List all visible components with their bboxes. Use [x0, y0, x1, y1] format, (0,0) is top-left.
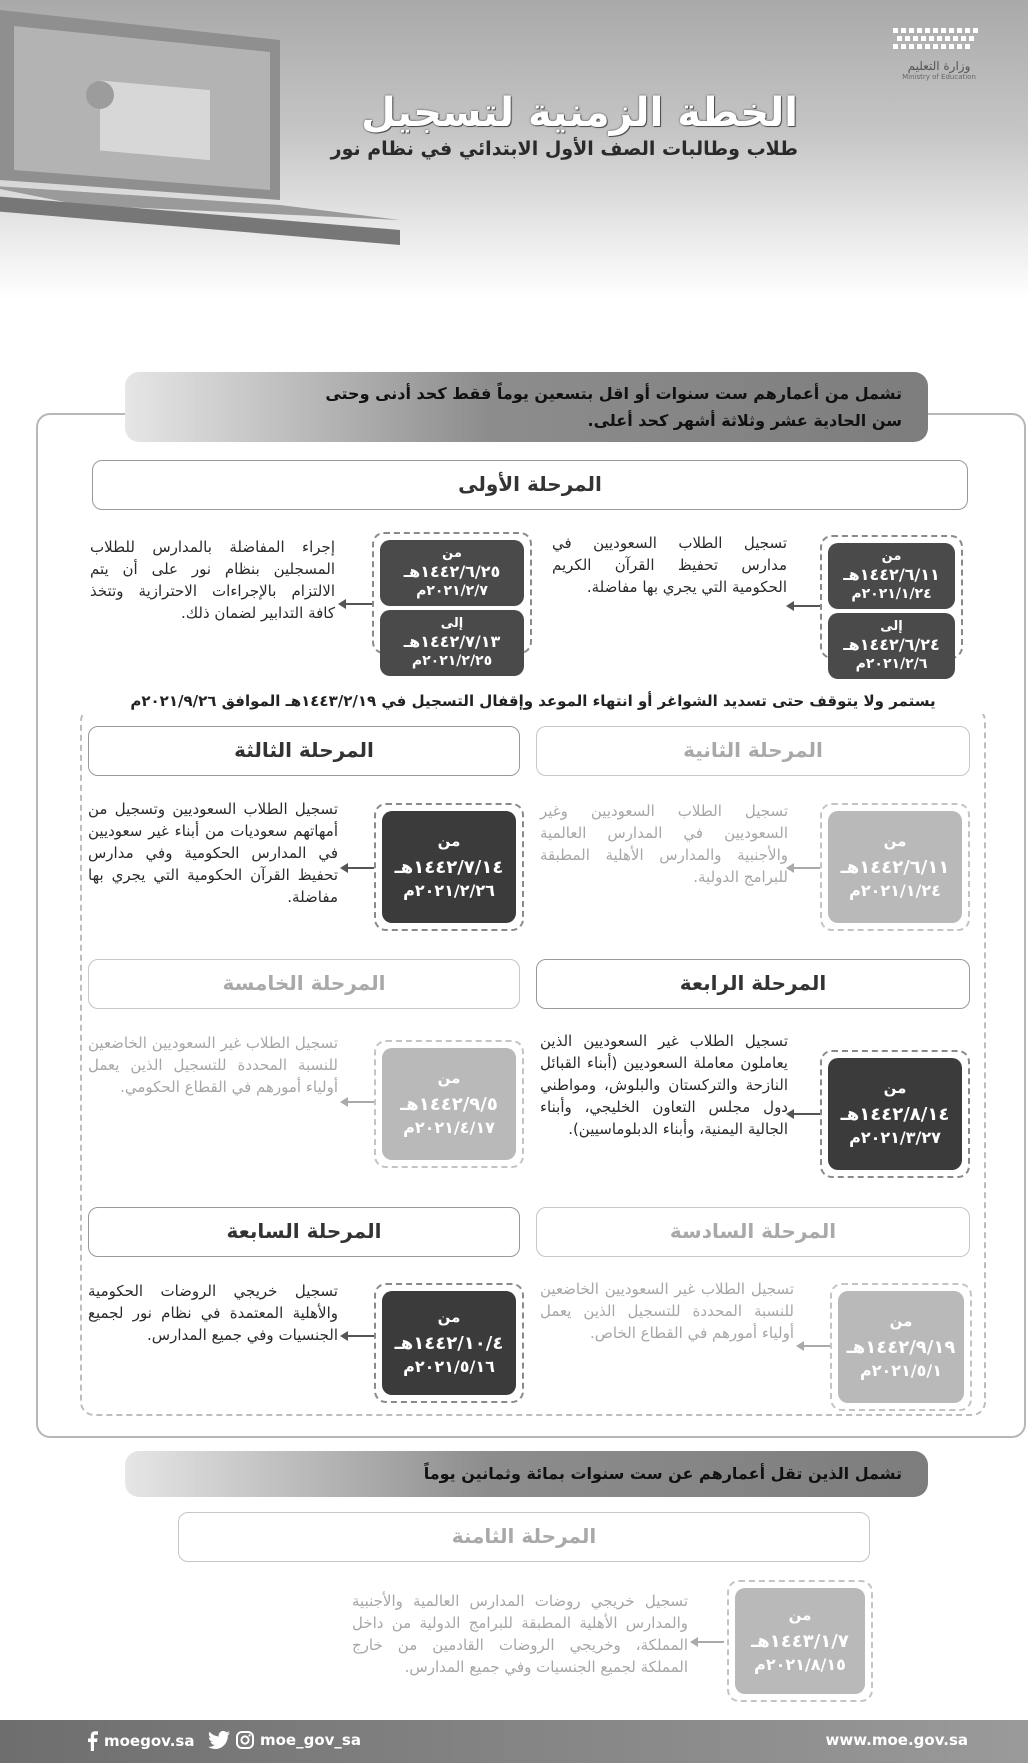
stage7-title: المرحلة السابعة: [88, 1207, 520, 1257]
stage7-date-box: [382, 1291, 516, 1395]
stage1-date-b-to: [380, 610, 524, 676]
stage1-date-a: [820, 535, 963, 672]
from-label: من: [883, 1079, 907, 1097]
arrow-left-icon: [796, 1340, 830, 1352]
logo-dots-icon: [893, 26, 985, 52]
arrow-left-icon: [338, 598, 372, 610]
stage7-description: تسجيل خريجي الروضات الحكومية والأهلية المعتمدة في نظام نور لجميع الجنسيات وفي جميع المدارس.: [88, 1282, 338, 1344]
stage8-description: تسجيل خريجي روضات المدارس العالمية والأجنبية والمدارس الأهلية المطبقة للبرامج الدولية من داخل المملكة، وخريجي الروضات القادمين من خارج المملكة لجميع الجنسيات وفي جميع المدارس.: [352, 1592, 688, 1676]
stage1-title: المرحلة الأولى: [92, 460, 968, 510]
stage3-date-box: [382, 811, 516, 923]
stage2-title: المرحلة الثانية: [536, 726, 970, 776]
stage2-date: [820, 803, 970, 931]
stage8-date: [727, 1580, 873, 1702]
stage3-title: المرحلة الثالثة: [88, 726, 520, 776]
to-label: إلى: [440, 616, 464, 631]
hijri-date: ١٤٤٢/٦/١١هـ: [843, 565, 940, 584]
twitter-instagram-handle: moe_gov_sa: [260, 1731, 361, 1749]
hijri-date: ١٤٤٢/١٠/٤هـ: [394, 1333, 504, 1354]
age-criteria-line1: تشمل من أعمارهم ست سنوات أو اقل بتسعين يوماً فقط كحد أدنى وحتى: [325, 384, 902, 403]
page-title: الخطة الزمنية لتسجيل: [361, 90, 798, 136]
from-label: من: [883, 832, 907, 850]
stage4-date: [820, 1050, 970, 1178]
gregorian-date: ٢٠٢١/١/٢٤م: [851, 586, 932, 602]
stage1-description-b: إجراء المفاضلة بالمدارس للطلاب المسجلين بنظام نور على أن يتم الالتزام بالإجراءات الاحترازية وتتخذ كافة التدابير لضمان ذلك.: [90, 538, 335, 622]
stage6-title: المرحلة السادسة: [536, 1207, 970, 1257]
arrow-left-icon: [340, 1330, 374, 1342]
stage6-description: تسجيل الطلاب غير السعوديين الخاضعين للنسبة المحددة للتسجيل الذين يعمل أولياء أمورهم في القطاع الخاص.: [540, 1280, 794, 1342]
stage5-title: المرحلة الخامسة: [88, 959, 520, 1009]
gregorian-date: ٢٠٢١/٢/٦م: [855, 656, 928, 672]
stage7-date: [374, 1283, 524, 1403]
facebook-handle: moegov.sa: [104, 1732, 195, 1750]
gregorian-date: ٢٠٢١/٣/٢٧م: [849, 1128, 941, 1147]
arrow-left-icon: [786, 600, 820, 612]
gregorian-date: ٢٠٢١/٥/١م: [859, 1361, 942, 1380]
age-criteria-line2: سن الحادية عشر وثلاثة أشهر كحد أعلى.: [587, 411, 902, 430]
stage4-date-box: [828, 1058, 962, 1170]
gregorian-date: ٢٠٢١/٤/١٧م: [403, 1118, 495, 1137]
header: [0, 0, 1028, 300]
age-criteria-banner: [125, 372, 928, 442]
to-label: إلى: [880, 619, 903, 634]
gregorian-date: ٢٠٢١/١/٢٤م: [849, 881, 941, 900]
arrow-left-icon: [786, 862, 820, 874]
stage2-date-box: [828, 811, 962, 923]
arrow-left-icon: [690, 1636, 724, 1648]
young-age-banner: تشمل الذين تقل أعمارهم عن ست سنوات بمائة وثمانين يوماً: [125, 1451, 928, 1497]
ministry-logo: [884, 26, 994, 96]
from-label: من: [437, 1308, 461, 1326]
hijri-date: ١٤٤٢/٧/١٣هـ: [403, 632, 501, 651]
twitter-icon: [208, 1731, 230, 1749]
stage5-date: [374, 1040, 524, 1168]
twitter-instagram-link[interactable]: [208, 1731, 361, 1749]
laptop-illustration: [0, 0, 420, 270]
stage4-description: تسجيل الطلاب غير السعوديين الذين يعاملون معاملة السعوديين (أبناء القبائل النازحة والتركستان والبلوش، ومواطني دول مجلس التعاون الخليجي، وأبناء الجالية اليمنية، وأبناء الدبلوماسيين).: [540, 1032, 788, 1138]
from-label: من: [788, 1606, 812, 1624]
stage1-date-b-from: [380, 540, 524, 606]
logo-arabic-text: وزارة التعليم: [907, 59, 971, 73]
from-label: من: [437, 1069, 461, 1087]
stage8-title: المرحلة الثامنة: [178, 1512, 870, 1562]
gregorian-date: ٢٠٢١/٨/١٥م: [754, 1655, 846, 1674]
stage3-description: تسجيل الطلاب السعوديين وتسجيل من أمهاتهم سعوديات من أبناء غير سعوديين في المدارس الحكومية وفي مدارس تحفيظ القرآن الحكومية التي يجري بها مفاضلة.: [88, 800, 338, 906]
gregorian-date: ٢٠٢١/٥/١٦م: [403, 1357, 495, 1376]
stage2-description: تسجيل الطلاب السعوديين وغير السعوديين في المدارس العالمية والأجنبية والمدارس الأهلية المطبقة للبرامج الدولية.: [540, 802, 788, 886]
from-label: من: [889, 1312, 913, 1330]
arrow-left-icon: [340, 1096, 374, 1108]
hijri-date: ١٤٤٢/٦/٢٤هـ: [843, 635, 940, 654]
continue-note: يستمر ولا يتوقف حتى تسديد الشواغر أو انتهاء الموعد وإقفال التسجيل في ١٤٤٣/٢/١٩هـ الموافق ٢٠٢١/٩/٢٦م: [80, 688, 986, 714]
stage6-date: [830, 1283, 972, 1411]
stage3-date: [374, 803, 524, 931]
page-subtitle: طلاب وطالبات الصف الأول الابتدائي في نظام نور: [330, 138, 798, 160]
from-label: من: [881, 549, 902, 564]
hijri-date: ١٤٤٢/٧/١٤هـ: [394, 857, 504, 878]
gregorian-date: ٢٠٢١/٢/٢٦م: [403, 881, 495, 900]
stage4-title: المرحلة الرابعة: [536, 959, 970, 1009]
hijri-date: ١٤٤٢/٩/١٩هـ: [846, 1337, 956, 1358]
stage1-date-b: [372, 532, 532, 669]
stage8-date-box: [735, 1588, 865, 1694]
hijri-date: ١٤٤٢/٨/١٤هـ: [840, 1104, 950, 1125]
stage1-date-a-from: [828, 543, 955, 609]
stage1-description-a: تسجيل الطلاب السعوديين في مدارس تحفيظ القرآن الكريم الحكومية التي يجري بها مفاضلة.: [552, 534, 787, 596]
hijri-date: ١٤٤٣/١/٧هـ: [751, 1631, 849, 1652]
arrow-left-icon: [340, 862, 374, 874]
hijri-date: ١٤٤٢/٩/٥هـ: [400, 1094, 498, 1115]
hijri-date: ١٤٤٢/٦/٢٥هـ: [403, 562, 501, 581]
stage5-description: تسجيل الطلاب غير السعوديين الخاضعين للنسبة المحددة للتسجيل الذين يعمل أولياء أمورهم في القطاع الحكومي.: [88, 1034, 338, 1096]
footer: [0, 1720, 1028, 1763]
instagram-icon: [236, 1731, 254, 1749]
stage5-date-box: [382, 1048, 516, 1160]
facebook-icon: [86, 1731, 98, 1751]
stage6-date-box: [838, 1291, 964, 1403]
gregorian-date: ٢٠٢١/٢/٢٥م: [411, 653, 493, 669]
arrow-left-icon: [786, 1108, 820, 1120]
from-label: من: [442, 546, 462, 561]
logo-english-text: Ministry of Education: [902, 73, 976, 81]
facebook-link[interactable]: [86, 1731, 194, 1751]
stage1-date-a-to: [828, 613, 955, 679]
hijri-date: ١٤٤٢/٦/١١هـ: [840, 857, 950, 878]
from-label: من: [437, 832, 461, 850]
gregorian-date: ٢٠٢١/٢/٧م: [416, 583, 488, 599]
website-link[interactable]: www.moe.gov.sa: [825, 1731, 968, 1749]
